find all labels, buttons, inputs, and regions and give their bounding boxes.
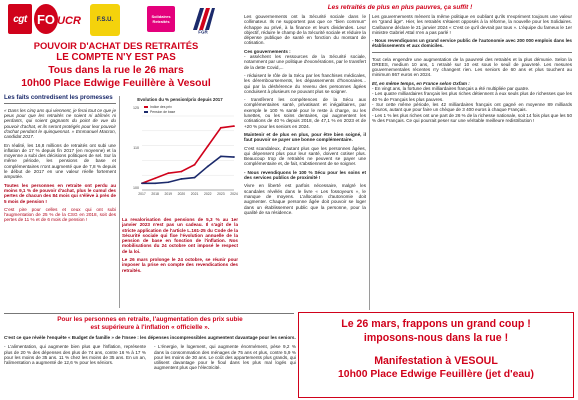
oxfam-intro: Et, en même temps, en France selon Oxfam :: [372, 80, 470, 86]
chart-point: [233, 156, 235, 158]
poverty-text: Tout cela engendre une augmentation de la pauvreté des retraités et la plus démunie. Selon la DREES, medium 10 ans, 1 retraité sur 10 est sous le seuil de pauvreté. Les mesures gouvernementales récentes n'y changent rien. Les seniors de 60 ans et plus touchent au minimum 867 euros en 2024.: [372, 56, 572, 78]
facts-title-rule: [4, 103, 116, 104]
solidaires-logo-text: Solidaires Retraités: [151, 14, 171, 24]
secu-point-1: - asséchent les ressources de la Sécurité sociale, notamment par une politique d'exonérations, par le transfert de la dette Covid,...: [244, 54, 366, 70]
bottom-separator: [4, 313, 294, 314]
oxfam-point-1: - En vingt ans, la fortune des milliardaires français a été multipliée par quatre.: [372, 86, 530, 92]
facts-csg: C'est pire pour celles et ceux qui ont subi l'augmentation de 25 % de la CSG en 2018, soit des pertes de 11 % et de 6 mois de pension !: [4, 206, 116, 223]
cgt-logo: [8, 4, 32, 34]
ucr-logo: [56, 14, 82, 28]
divider-2: [369, 14, 370, 310]
budget-section: [4, 316, 296, 398]
chart-ytick-mid: 110: [133, 146, 139, 150]
cta-box: [298, 312, 574, 398]
facts-loss: Toutes les personnes en retraite ont perdu au moins 9,1 % de pouvoir d'achat, plus le cumul des pertes de chacun des 84 mois qui s'élève à près de 5 mois de pension !: [4, 182, 116, 204]
chart-xtick-label: 2022: [203, 192, 212, 196]
chart-point: [194, 177, 196, 179]
top-banner: Les retraités de plus en plus pauvres, ça suffit !: [327, 4, 473, 11]
cta-line3: Manifestation à VESOUL: [374, 355, 498, 367]
chart-xtick-label: 2021: [190, 192, 199, 196]
cta-line1: Le 26 mars, frappons un grand coup !: [341, 318, 531, 330]
chart-point: [194, 164, 196, 166]
header-title-block: [0, 40, 232, 90]
chart-ytick-low: 100: [133, 186, 139, 190]
facts-quote: « Dans les cinq ans qui viennent, je ferai tout ce que je peux pour que les retraités ne soient ni abîmés ni perdants, qui soient gagnants du point de vue du pouvoir d'achat, et ils seront protégés pour leur pouvoir d'achat pendant le quinquennat. » Emmanuel Macron, candidat 2017.: [4, 107, 116, 140]
cta-line2: imposons-nous dans la rue !: [363, 332, 509, 344]
fsu-logo-text: F.S.U.: [96, 17, 114, 23]
budget-intro: C'est ce que révèle l'enquête « Budget de famille » de l'Insee : les dépenses incompressibles augmentent davantage pour les seniors.: [4, 335, 296, 340]
legend-prices-label: Indice des prix: [150, 105, 172, 109]
secu-gov-label: Ces gouvernements :: [244, 48, 291, 54]
chart-point: [207, 166, 209, 168]
solidaires-logo: [147, 6, 175, 32]
pension-price-chart: [122, 94, 238, 208]
legend-pension-swatch: [144, 111, 148, 113]
chart-point: [207, 145, 209, 147]
secu-point-2: - réduisent le rôle de la Sécu par les franchises médicales, les déremboursements, les dépassements d'honoraires... qui par la déshérence du revenu des personnes âgées conduisent à plusieurs ne pouvant plus se soigner.: [244, 72, 366, 94]
header-title-line1: POUVOIR D'ACHAT DES RETRAITÉS: [33, 40, 199, 51]
cgt-logo-text: cgt: [13, 13, 27, 25]
facts-reality: En réalité, les 16,8 millions de retraités ont subi une inflation de 17 % depuis fin 2017 (en moyenne) et la moyenne a subi des décisions politiques de sel. Sur la même période, les pensions de base et complémentaires n'ont augmenté que de 7,8 % depuis le début de 2017 en une valeur réelle fortement amputée.: [4, 142, 116, 180]
fgr-emblem-icon: [190, 4, 216, 34]
fo-logo-text: FO: [36, 11, 56, 27]
column-facts: [4, 94, 116, 312]
budget-food: - L'alimentation, qui augmente bien plus que l'inflation, représente plus de 20 % des dépenses des plus de 74 ans, contre 16 % à 17 % pour les moins de 35 ans. 11 % chez les moins de 35 ans. En un an, l'alimentation a augmenté de 12,6 % pour les séniors.: [4, 344, 146, 366]
chart-point: [154, 182, 156, 184]
fgr-logo: [190, 4, 216, 34]
facts-title: Les faits contredisent les promesses: [4, 94, 113, 101]
chart-xtick-label: 2017: [138, 192, 146, 196]
header-title-line3: Tous dans la rue le 26 mars: [48, 65, 184, 76]
secu-complementary: Maintenir et de plus en plus, pour être bien soigné, il faut pouvoir se payer une bonne complémentaire.: [244, 131, 366, 143]
fo-logo: [34, 4, 58, 34]
chart-point: [220, 155, 222, 157]
fsu-logo: [90, 4, 120, 36]
oxfam-point-2: - Les quatre milliardaires français les plus riches détiennent à eux seuls plus de richesses que les 40 % de Français les plus pauvres.: [372, 91, 572, 102]
autonomy-demand: - Nous revendiquons un grand service public de l'autonomie avec 200 000 emplois dans les établissements et aux domiciles.: [372, 38, 572, 49]
budget-energy: - L'énergie, le logement, qui augmente énormément, pèse 9,2 % dans la consommation des ménages de 75 ans et plus, contre 5,9 % pour les moins de 30 ans. Le coût des appartements plus grands, qui utilisent davantage pour le fioul dans les plus mal logés qui augmentent plus que l'électricité.: [154, 344, 296, 371]
ucr-logo-text: UCR: [57, 15, 81, 27]
chart-point: [181, 178, 183, 180]
chart-point: [181, 171, 183, 173]
secu-point-3: - transfèrent les compétences de la Sécu aux complémentaires santé, privatisant et inégalitaires, par exemple le 100 % santé pour le reste à charge, ou les lunettes, ou les soins dentaires, qui augmentent les cotisations de 40 % depuis 2018, de 47,1 % en 2023 et de +20 % pour les seniors en 2024.: [244, 97, 366, 129]
secu-scandal: C'est scandaleux, d'autant plus que les personnes âgées, qui dépensent plus pour leur santé, doivent cotiser plus. Beaucoup trop de retraités ne peuvent se payer une complémentaire et, de fait, s'abstiennent de se soigner.: [244, 145, 366, 167]
legend-prices-swatch: [144, 106, 148, 108]
oxfam-point-4: - Les 1 % les plus riches ont une part de 26 % de la richesse nationale, soit 14 fois plus que les 50 % des Français. Ce qui pourrait peser sur une véritable meilleure redistribution !: [372, 112, 572, 123]
chart-point: [167, 181, 169, 183]
chart-xtick-label: 2019: [164, 192, 173, 196]
chart-point: [220, 127, 222, 129]
cta-line4: 10h00 Place Edwige Feuillère (jet d'eau): [338, 369, 534, 380]
fgr-logo-text: FGR: [198, 29, 208, 34]
chart-xtick-label: 2024: [230, 192, 238, 196]
chart-background: [122, 94, 238, 208]
budget-title-line1: Pour les personnes en retraite, l'augmentation des prix subie: [57, 316, 243, 323]
secu-ehpad: Vivre en liberté est parfois nécessaire, malgré les scandales révélés dans le livre « Les fossoyeurs », le manque de moyens. L'allocation d'autonomie doit augmenter. Chaque personne âgée doit pouvoir se loger dans un établissement public que la personne, pour la qualité de sa résidence.: [244, 183, 366, 215]
chart-point: [141, 182, 143, 184]
chart-title: Evolution du % pension/prix depuis 2017: [137, 97, 223, 102]
chart-xtick-label: 2020: [177, 192, 186, 196]
chart-point: [233, 125, 235, 127]
chart-xtick-label: 2018: [151, 192, 159, 196]
budget-title-line2: est supérieure à l'inflation « officielle ».: [90, 324, 210, 331]
oxfam-point-3: - Sur cette même période, les 42 milliardaires français ont gagné en moyenne 89 milliards d'euros, autant que pour faire un chèque de 3 400 euros à chaque Français.: [372, 101, 572, 113]
autonomy-intro: Les gouvernements mènent la même politique en oubliant qu'ils n'expriment toujours une valeur en "grand âge". Hier, les retraités s'étaient opposés à la réforme, la nouvelle pour les Solidaires. Caribanne déclare le 21 janvier 2024 « C'est ce qu'il devrait par tous ». L'équipe du fameux le 1er ministre Gabriel Attal n'en a pas parlé !: [372, 14, 572, 35]
chart-point: [167, 172, 169, 174]
chart-caption: La revalorisation des pensions de 5,3 % au 1er janvier 2023 n'est pas un cadeau. Il s'agit de la stricte application de l'article L.161-25 du Code de la Sécurité sociale qui fixe l'évolution annuelle de la pension de base en fonction de l'inflation. Nos mobilisations du 24 octobre ont imposé le respect de la loi.: [122, 217, 238, 254]
column-secu: [244, 14, 366, 314]
chart-xtick-label: 2023: [217, 192, 225, 196]
secu-intro: Les gouvernements ont la Sécurité sociale dans le collimateur. Ils ne supportent pas que ce "bien commun" échappe au privé, à la finance et leurs dividendes. Leur objectif, réduire le champ de la Sécurité sociale et réduire la dépense publique de santé en fonction du montant de cotisation.: [244, 14, 366, 46]
legend-pension-label: Pension de base: [150, 110, 176, 114]
header-title-line4: 10h00 Place Edwige Feuillère à Vesoul: [21, 78, 211, 89]
autonomy-rule: [372, 52, 572, 53]
column-autonomy: [372, 14, 572, 314]
secu-demand: - Nous revendiquons le 100 % Sécu pour les soins et des services publics de proximité !: [244, 169, 366, 181]
chart-ytick-top: 125: [133, 106, 139, 110]
header-title-line2: LE COMPTE N'Y EST PAS: [56, 52, 176, 63]
chart-caption-2: Le 26 mars prolonge le 24 octobre, se réunir pour imposer la prise en compte des revendications des retraités.: [122, 257, 238, 273]
chart-point: [154, 177, 156, 179]
column-chart: [122, 94, 238, 314]
divider-1: [119, 96, 120, 308]
